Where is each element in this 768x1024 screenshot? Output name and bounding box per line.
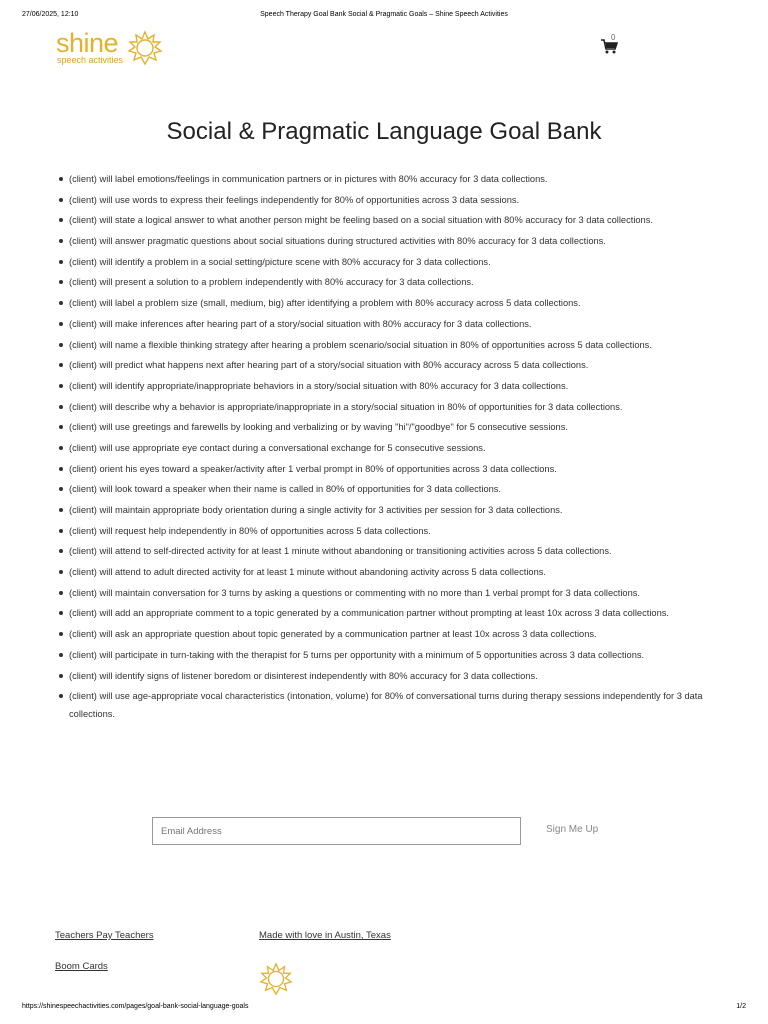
goal-item: (client) will predict what happens next after hearing part of a story/social situation with 80% accuracy across 5 data collections.: [57, 356, 722, 374]
goal-item: (client) will use words to express their feelings independently for 80% of opportunities across 3 data sessions.: [57, 191, 722, 209]
cart-icon[interactable]: [600, 38, 620, 56]
boom-cards-link[interactable]: Boom Cards: [55, 961, 108, 972]
goal-item: (client) will make inferences after hearing part of a story/social situation with 80% accuracy for 3 data collections.: [57, 315, 722, 333]
print-page-title: Speech Therapy Goal Bank Social & Pragmatic Goals – Shine Speech Activities: [260, 11, 508, 18]
goal-item: (client) will label emotions/feelings in communication partners or in pictures with 80% accuracy for 3 data collections.: [57, 170, 722, 188]
goal-item: (client) will describe why a behavior is appropriate/inappropriate in a story/social situation in 80% of opportunities for 3 data collections.: [57, 398, 722, 416]
page-title: Social & Pragmatic Language Goal Bank: [166, 118, 602, 145]
goal-item: (client) will identify signs of listener boredom or disinterest independently with 80% accuracy for 3 data collections.: [57, 667, 722, 685]
goal-item: (client) will maintain conversation for 3 turns by asking a questions or commenting with no more than 1 verbal prompt for 3 data collections.: [57, 584, 722, 602]
sun-icon: [127, 30, 163, 66]
goal-item: (client) will name a flexible thinking strategy after hearing a problem scenario/social situation in 80% of opportunities across 5 data collections.: [57, 336, 722, 354]
site-logo[interactable]: [55, 28, 175, 68]
sign-up-button[interactable]: Sign Me Up: [546, 824, 599, 835]
print-url: https://shinespeechactivities.com/pages/goal-bank-social-language-goals: [22, 1003, 249, 1010]
goal-item: (client) orient his eyes toward a speaker/activity after 1 verbal prompt in 80% of opportunities across 3 data collections.: [57, 460, 722, 478]
goal-item: (client) will use greetings and farewells by looking and verbalizing or by waving "hi"/"goodbye" for 5 consecutive sessions.: [57, 418, 722, 436]
goal-item: (client) will label a problem size (small, medium, big) after identifying a problem with 80% accuracy across 5 data collections.: [57, 294, 722, 312]
goal-item: (client) will use age-appropriate vocal characteristics (intonation, volume) for 80% of conversational turns during therapy sessions independently for 3 data collections.: [57, 687, 722, 723]
goal-item: (client) will attend to adult directed activity for at least 1 minute without abandoning activity across 5 data collections.: [57, 563, 722, 581]
goal-list: [57, 170, 722, 726]
goal-item: (client) will attend to self-directed activity for at least 1 minute without abandoning or transitioning activities across 5 data collections.: [57, 542, 722, 560]
goal-item: (client) will request help independently in 80% of opportunities across 5 data collections.: [57, 522, 722, 540]
goal-item: (client) will state a logical answer to what another person might be feeling based on a social situation with 80% accuracy for 3 data collections.: [57, 211, 722, 229]
print-datetime: 27/06/2025, 12:10: [22, 11, 79, 18]
logo-tagline: speech activities: [57, 55, 124, 65]
print-page-number: 1/2: [736, 1003, 746, 1010]
goal-item: (client) will add an appropriate comment to a topic generated by a communication partner without prompting at least 10x across 3 data collections.: [57, 604, 722, 622]
sun-icon: [259, 962, 293, 996]
goal-item: (client) will ask an appropriate question about topic generated by a communication partner at least 10x across 3 data collections.: [57, 625, 722, 643]
teachers-pay-teachers-link[interactable]: Teachers Pay Teachers: [55, 930, 154, 941]
made-in-austin-link[interactable]: Made with love in Austin, Texas: [259, 930, 391, 941]
email-input[interactable]: [152, 817, 521, 845]
goal-item: (client) will identify appropriate/inappropriate behaviors in a story/social situation with 80% accuracy for 3 data collections.: [57, 377, 722, 395]
goal-item: (client) will maintain appropriate body orientation during a single activity for 3 activities per session for 3 data collections.: [57, 501, 722, 519]
goal-item: (client) will answer pragmatic questions about social situations during structured activities with 80% accuracy for 3 data collections.: [57, 232, 722, 250]
goal-item: (client) will use appropriate eye contact during a conversational exchange for 5 consecutive sessions.: [57, 439, 722, 457]
goal-item: (client) will participate in turn-taking with the therapist for 5 turns per opportunity with a minimum of 5 opportunities across 3 data collections.: [57, 646, 722, 664]
goal-item: (client) will identify a problem in a social setting/picture scene with 80% accuracy for 3 data collections.: [57, 253, 722, 271]
goal-item: (client) will look toward a speaker when their name is called in 80% of opportunities for 3 data collections.: [57, 480, 722, 498]
logo-word: shine: [56, 28, 119, 58]
goal-item: (client) will present a solution to a problem independently with 80% accuracy for 3 data collections.: [57, 273, 722, 291]
cart-count: 0: [611, 33, 616, 42]
